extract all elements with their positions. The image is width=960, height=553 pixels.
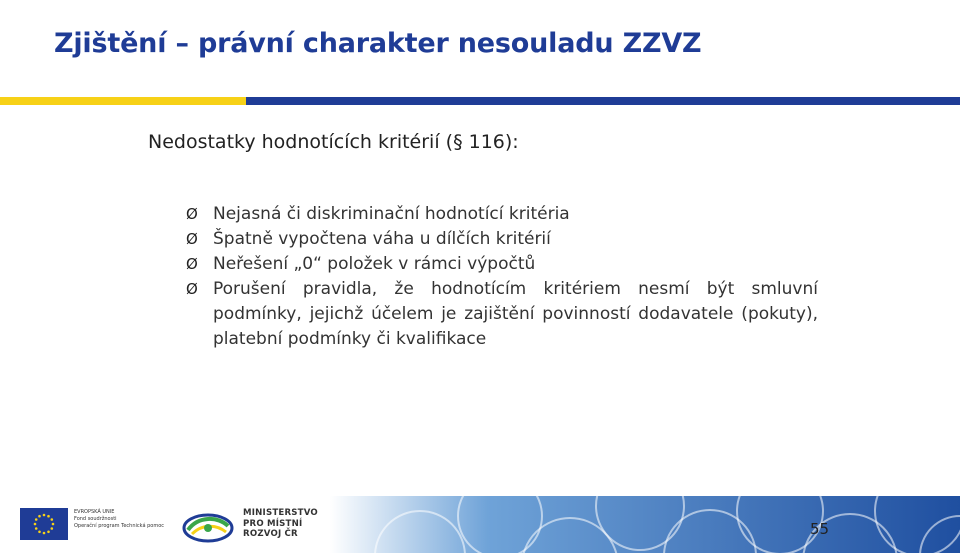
ministry-text-line: ROZVOJ ČR — [243, 529, 298, 539]
bullet-list — [186, 202, 818, 352]
page-number: 55 — [810, 520, 830, 538]
header-divider — [0, 97, 960, 105]
list-item-text: Neřešení „0“ položek v rámci výpočtů — [213, 254, 536, 274]
arrow-bullet-icon: Ø — [186, 205, 198, 223]
list-item — [186, 252, 818, 277]
slide-title: Zjištění – právní charakter nesouladu ZZVZ — [54, 28, 702, 59]
arrow-bullet-icon: Ø — [186, 255, 198, 273]
list-item — [186, 202, 818, 227]
arrow-bullet-icon: Ø — [186, 230, 198, 248]
ministry-text-line: MINISTERSTVO — [243, 508, 318, 518]
eu-flag-icon — [20, 508, 68, 540]
ministry-logo-icon — [182, 508, 234, 544]
list-item — [186, 277, 818, 352]
eu-text-line: Fond soudržnosti — [74, 516, 117, 522]
eu-text-line: Operační program Technická pomoc — [74, 523, 165, 529]
list-item-text: Špatně vypočtena váha u dílčích kritérií — [213, 229, 551, 249]
list-item-text: Nejasná či diskriminační hodnotící kritéria — [213, 204, 570, 224]
section-subtitle: Nedostatky hodnotících kritérií (§ 116): — [148, 131, 519, 153]
ministry-text-line: PRO MÍSTNÍ — [243, 518, 303, 529]
eu-fund-label — [74, 509, 174, 530]
divider-yellow — [0, 97, 246, 105]
divider-blue — [246, 97, 960, 105]
list-item-text: Porušení pravidla, že hodnotícím kritériem nesmí být smluvní podmínky, jejichž účelem je zajištění povinností dodavatele (pokuty), platební podmínky či kvalifikace — [213, 279, 818, 349]
decorative-circle-pattern — [330, 496, 960, 553]
ministry-label — [243, 508, 318, 540]
list-item — [186, 227, 818, 252]
eu-text-line: EVROPSKÁ UNIE — [74, 509, 115, 515]
arrow-bullet-icon: Ø — [186, 280, 198, 298]
